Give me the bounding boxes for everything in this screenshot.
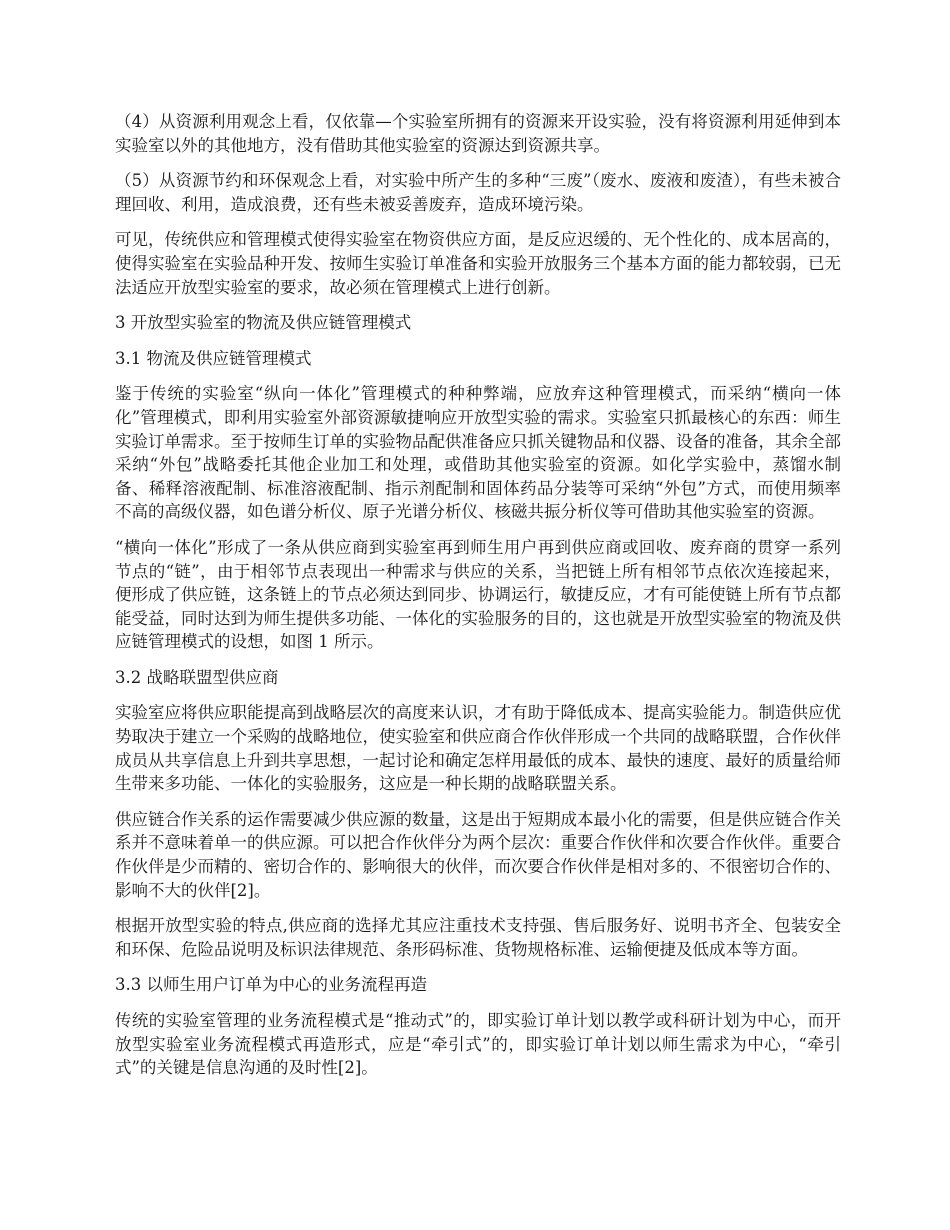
paragraph-horizontal-integration: 鉴于传统的实验室“纵向一体化”管理模式的种种弊端，应放弃这种管理模式，而采纳“横向一体化”管理模式，即利用实验室外部资源敏捷响应开放型实验的需求。实验室只抓最核心的东西：师生实验订单需求。至于按师生订单的实验物品配供准备应只抓关键物品和仪器、设备的准备，其余全部采纳“外包”战略委托其他企业加工和处理，或借助其他实验室的资源。如化学实验中，蒸馏水制备、稀释溶液配制、标准溶液配制、指示剂配制和固体药品分装等可采纳“外包”方式，而使用频率不高的高级仪器，如色谱分析仪、原子光谱分析仪、核磁共振分析仪等可借助其他实验室的资源。 bbox=[115, 384, 841, 522]
paragraph-supply-chain: “横向一体化”形成了一条从供应商到实验室再到师生用户再到供应商或回收、废弃商的贯穿一系列节点的“链”，由于相邻节点表现出一种需求与供应的关系，当把链上所有相邻节点依次连接起来，便形成了供应链，这条链上的节点必须达到同步、协调运行，敏捷反应，才有可能使链上所有节点都能受益，同时达到为师生提供多功能、一体化的实验服务的目的，这也就是开放型实验室的物流及供应链管理模式的设想，如图 1 所示。 bbox=[115, 537, 841, 652]
section-heading-3-3: 3.3 以师生用户订单为中心的业务流程再造 bbox=[115, 975, 427, 995]
paragraph-conclusion: 可见，传统供应和管理模式使得实验室在物资供应方面，是反应迟缓的、无个性化的、成本居高的，使得实验室在实验品种开发、按师生实验订单准备和实验开放服务三个基本方面的能力都较弱，已无法适应开放型实验室的要求，故必须在管理模式上进行创新。 bbox=[115, 230, 841, 297]
paragraph-resource-utilization: （4）从资源利用观念上看，仅依靠—个实验室所拥有的资源来开设实验，没有将资源利用延伸到本实验室以外的其他地方，没有借助其他实验室的资源达到资源共享。 bbox=[115, 112, 841, 155]
section-heading-3: 3 开放型实验室的物流及供应链管理模式 bbox=[115, 313, 412, 333]
document-body bbox=[115, 110, 841, 1092]
paragraph-supplier-selection: 根据开放型实验的特点,供应商的选择尤其应注重技术支持强、售后服务好、说明书齐全、包装安全和环保、危险品说明及标识法律规范、条形码标准、货物规格标准、运输便捷及低成本等方面。 bbox=[115, 916, 841, 959]
paragraph-strategic-alliance: 实验室应将供应职能提高到战略层次的高度来认识，才有助于降低成本、提高实验能力。制造供应优势取决于建立一个采购的战略地位，使实验室和供应商合作伙伴形成一个共同的战略联盟，合作伙伴成员从共享信息上升到共享思想，一起讨论和确定怎样用最低的成本、最快的速度、最好的质量给师生带来多功能、一体化的实验服务，这应是一种长期的战略联盟关系。 bbox=[115, 703, 841, 794]
paragraph-partners: 供应链合作关系的运作需要减少供应源的数量，这是出于短期成本最小化的需要，但是供应链合作关系并不意味着单一的供应源。可以把合作伙伴分为两个层次：重要合作伙伴和次要合作伙伴。重要合作伙伴是少而精的、密切合作的、影响很大的伙伴，而次要合作伙伴是相对多的、不很密切合作的、影响不大的伙伴[2]。 bbox=[115, 809, 841, 900]
section-heading-3-1: 3.1 物流及供应链管理模式 bbox=[115, 348, 312, 368]
paragraph-resource-saving: （5）从资源节约和环保观念上看，对实验中所产生的多种“三废”（废水、废液和废渣），有些未被合理回收、利用，造成浪费，还有些未被妥善废弃，造成环境污染。 bbox=[115, 171, 841, 214]
section-heading-3-2: 3.2 战略联盟型供应商 bbox=[115, 667, 279, 687]
paragraph-process-reengineering: 传统的实验室管理的业务流程模式是“推动式”的，即实验订单计划以教学或科研计划为中心，而开放型实验室业务流程模式再造形式，应是“牵引式”的，即实验订单计划以师生需求为中心，“牵引式”的关键是信息沟通的及时性[2]。 bbox=[115, 1011, 841, 1078]
